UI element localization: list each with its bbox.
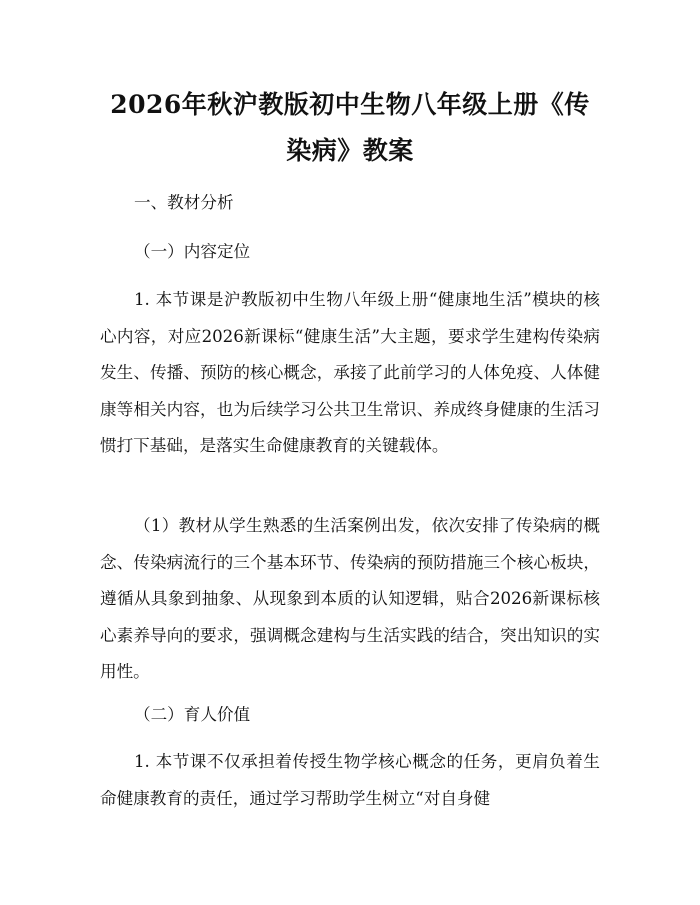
paragraph-textbook-structure: （1）教材从学生熟悉的生活案例出发，依次安排了传染病的概念、传染病流行的三个基本环节、传染病的预防措施三个核心板块，遵循从具象到抽象、从现象到本质的认知逻辑，贴合2026新课标核心素养导向的要求，强调概念建构与生活实践的结合，突出知识的实用性。: [100, 516, 600, 681]
subsection-heading-content-positioning: （一）内容定位: [134, 242, 251, 261]
subsection-heading-education-value: （二）育人价值: [134, 705, 251, 724]
paragraph-education-value-1: 1. 本节课不仅承担着传授生物学核心概念的任务，更肩负着生命健康教育的责任，通过学习帮助学生树立“对自身健: [100, 752, 600, 808]
section-heading-1: 一、教材分析: [134, 193, 234, 212]
paragraph-content-positioning-1: 1. 本节课是沪教版初中生物八年级上册“健康地生活”模块的核心内容，对应2026新课标“健康生活”大主题，要求学生建构传染病发生、传播、预防的核心概念，承接了此前学习的人体免疫、人体健康等相关内容，也为后续学习公共卫生常识、养成终身健康的生活习惯打下基础，是落实生命健康教育的关键载体。: [100, 290, 600, 455]
document-title: 2026年秋沪教版初中生物八年级上册《传染病》教案: [110, 90, 590, 165]
